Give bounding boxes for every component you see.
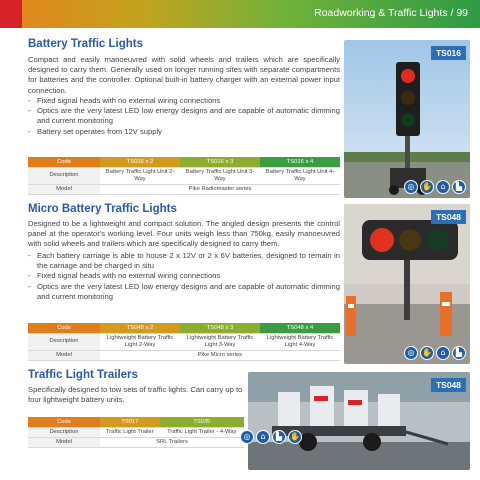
column-header: TS048 x 3 <box>180 323 260 333</box>
micro-traffic-light-illustration <box>344 204 470 364</box>
column-header: TS016 x 2 <box>100 157 180 167</box>
boots-icon: ▙ <box>452 180 466 194</box>
safety-icon-row <box>404 346 466 360</box>
feature-item: - Each battery carriage is able to house 2 x 12V or 2 x 6V batteries, designed to remain in the carriage and be charged in situ <box>28 251 340 271</box>
table-cell: Battery Traffic Light Unit 3-Way <box>180 167 260 184</box>
column-header: Code <box>28 417 100 427</box>
section-title-traffic-light-trailers: Traffic Light Trailers <box>28 369 138 381</box>
section-title-micro-battery-traffic-lights: Micro Battery Traffic Lights <box>28 203 177 215</box>
product-code-tag: TS016 <box>431 46 466 60</box>
product-photo-ts048 <box>344 204 470 364</box>
column-header: TS048 x 4 <box>260 323 340 333</box>
feature-item: - Battery set operates from 12V supply <box>28 127 340 137</box>
row-label: Model <box>28 437 100 447</box>
table-cell: Pike Radiomaster series <box>100 184 340 194</box>
column-header: Code <box>28 323 100 333</box>
table-row <box>28 167 340 184</box>
row-label: Description <box>28 427 100 437</box>
spec-table-ts048 <box>28 323 340 361</box>
goggles-icon: ◎ <box>404 180 418 194</box>
table-header-row <box>28 323 340 333</box>
safety-icon-row <box>404 180 466 194</box>
table-cell: Traffic Light Trailer <box>100 427 160 437</box>
column-header: TS035 <box>160 417 245 427</box>
boots-icon: ▙ <box>452 346 466 360</box>
feature-item: - Fixed signal heads with no external wiring connections <box>28 96 340 106</box>
traffic-light-illustration <box>344 40 470 198</box>
feature-list <box>28 96 340 137</box>
row-label: Model <box>28 350 100 360</box>
row-label: Model <box>28 184 100 194</box>
spec-table-trailers <box>28 417 244 448</box>
table-row <box>28 350 340 360</box>
page-title: Roadworking & Traffic Lights / 99 <box>314 7 468 19</box>
column-header: TS017 <box>100 417 160 427</box>
table-cell: Lightweight Battery Traffic Light 4-Way <box>260 333 340 350</box>
section-intro: Designed to be a lightweight and compact solution. The angled design presents the control panel at the operator's working level. Four units weigh less than 750kg, easily manoeuvred with solid wheels and trailers which are specifically designed to carry them. <box>28 219 340 249</box>
section-title-battery-traffic-lights: Battery Traffic Lights <box>28 38 144 50</box>
column-header: TS016 x 3 <box>180 157 260 167</box>
table-cell: Traffic Light Trailer - 4-Way <box>160 427 245 437</box>
column-header: Code <box>28 157 100 167</box>
table-row <box>28 437 244 447</box>
feature-item: - Optics are the very latest LED low energy designs and are capable of automatic dimming and current monitoring <box>28 282 340 302</box>
hard-hat-icon: ⌂ <box>436 346 450 360</box>
table-row <box>28 427 244 437</box>
product-code-tag: TS048 <box>431 378 466 392</box>
hard-hat-icon: ⌂ <box>436 180 450 194</box>
table-header-row <box>28 417 244 427</box>
boots-icon: ▙ <box>272 430 286 444</box>
table-cell: Battery Traffic Light Unit 4-Way <box>260 167 340 184</box>
product-photo-ts016 <box>344 40 470 198</box>
table-cell: SRL Trailers <box>100 437 244 447</box>
table-cell: Battery Traffic Light Unit 2-Way <box>100 167 180 184</box>
feature-list <box>28 251 340 302</box>
gloves-icon: ✋ <box>420 180 434 194</box>
gloves-icon: ✋ <box>288 430 302 444</box>
safety-icon-row-trailers <box>240 430 302 444</box>
section-intro: Compact and easily manoeuvred with solid wheels and trailers which are specifically designed to carry them. Generally used on longer running sites with separate compartments for batteries and the controller. Optional built-in battery charger with an external power input connection. <box>28 55 340 95</box>
product-code-tag: TS048 <box>431 210 466 224</box>
column-header: TS016 x 4 <box>260 157 340 167</box>
goggles-icon: ◎ <box>404 346 418 360</box>
table-cell: Lightweight Battery Traffic Light 3-Way <box>180 333 260 350</box>
table-cell: Pike Micro series <box>100 350 340 360</box>
goggles-icon: ◎ <box>240 430 254 444</box>
hard-hat-icon: ⌂ <box>256 430 270 444</box>
row-label: Description <box>28 167 100 184</box>
table-header-row <box>28 157 340 167</box>
row-label: Description <box>28 333 100 350</box>
page-header <box>0 0 480 28</box>
table-cell: Lightweight Battery Traffic Light 2-Way <box>100 333 180 350</box>
section-intro: Specifically designed to tow sets of traffic lights. Can carry up to four lightweight battery units. <box>28 385 243 405</box>
feature-item: - Fixed signal heads with no external wiring connections <box>28 271 340 281</box>
feature-item: - Optics are the very latest LED low energy designs and are capable of automatic dimming and current monitoring <box>28 106 340 126</box>
table-row <box>28 184 340 194</box>
spec-table-ts016 <box>28 157 340 195</box>
table-row <box>28 333 340 350</box>
gloves-icon: ✋ <box>420 346 434 360</box>
column-header: TS048 x 2 <box>100 323 180 333</box>
product-photo-trailer <box>248 372 470 470</box>
